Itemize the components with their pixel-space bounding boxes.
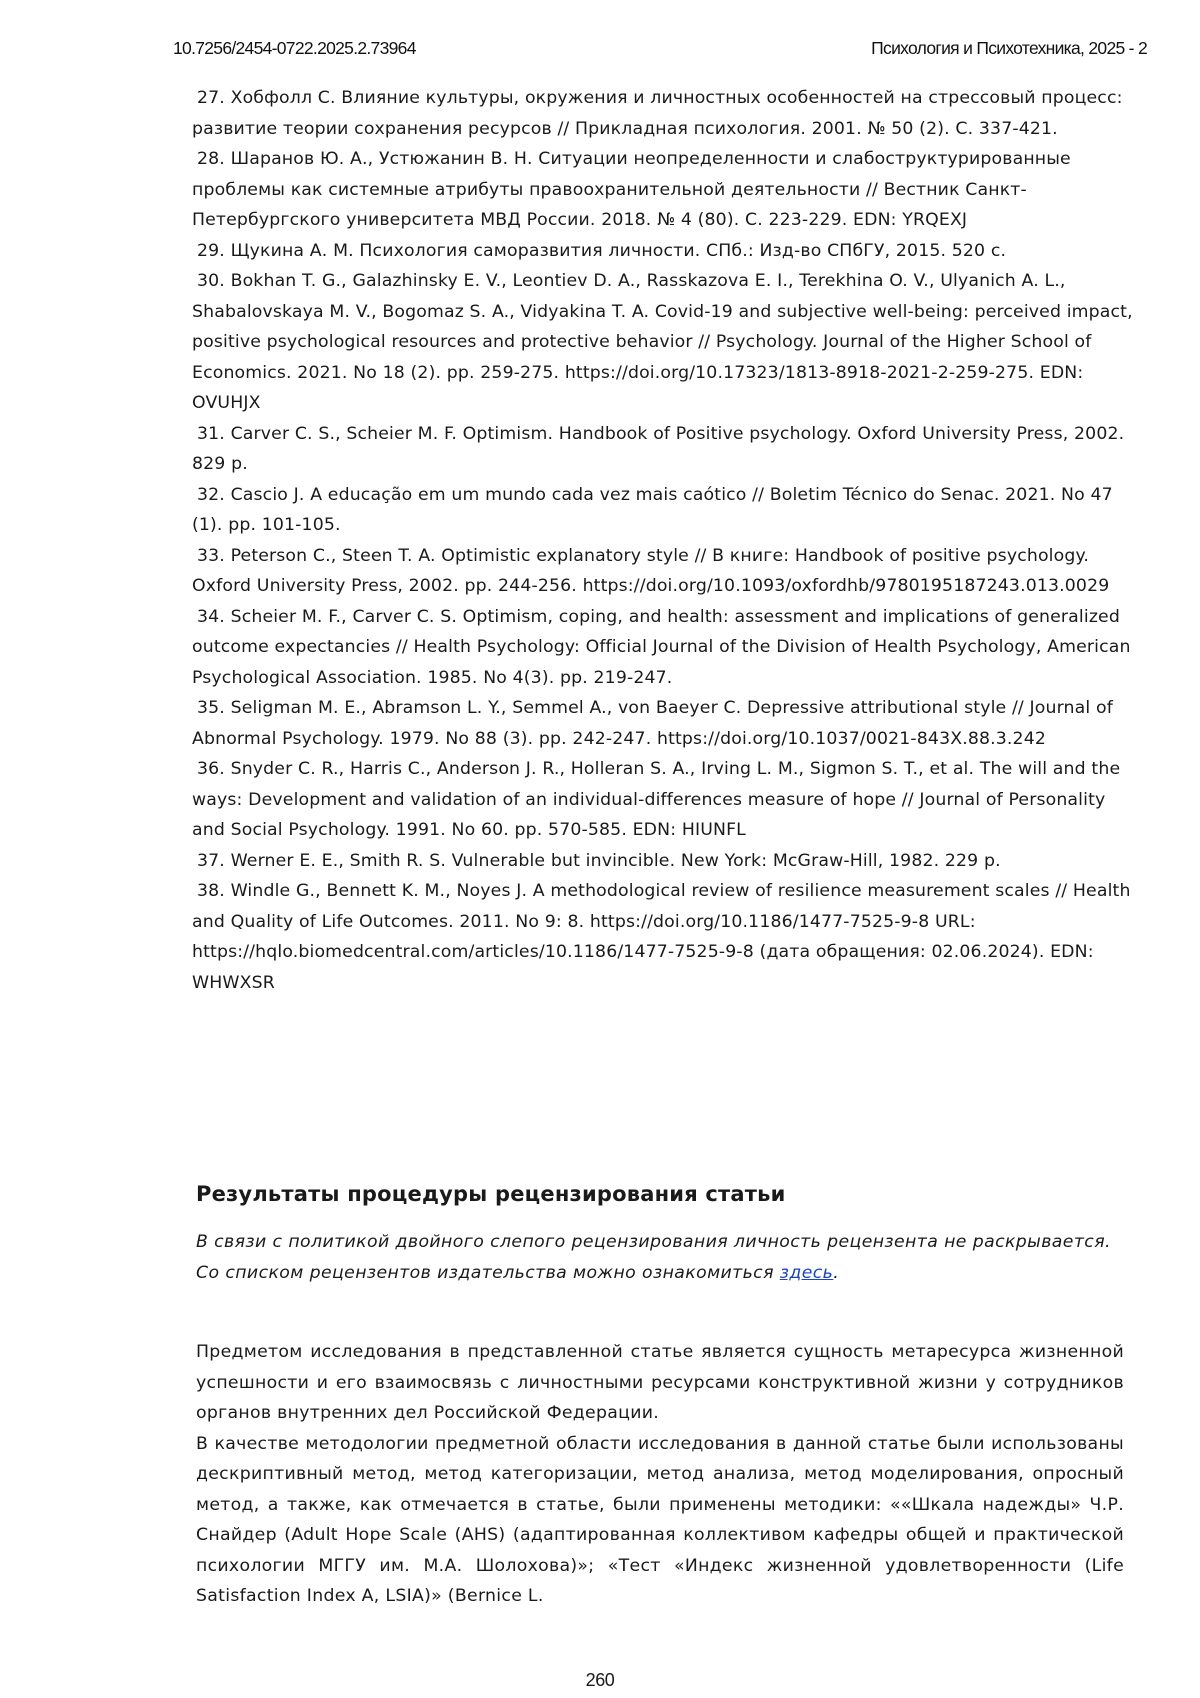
review-paragraph: Предметом исследования в представленной статье является сущность метаресурса жизненной успешности и его взаимосвязь с личностными ресурсами конструктивной жизни у сотрудников органов внутренних дел Российской Федерации. — [196, 1337, 1124, 1429]
review-note — [196, 1227, 1124, 1288]
reference-list — [192, 83, 1142, 998]
reviewers-note-end: . — [833, 1263, 839, 1283]
reference-item: 38. Windle G., Bennett K. M., Noyes J. A methodological review of resilience measurement scales // Health and Quality of Life Outcomes. 2011. No 9: 8. https://doi.org/10.1186/1477-7525-9-8 URL: https://hqlo.biomedcentral.com/articles/10.1186/1477-7525-9-8 (дата обращения: 02.06.2024). EDN: WHWXSR — [192, 876, 1142, 998]
reviewers-note-text: Со списком рецензентов издательства можно ознакомиться — [196, 1263, 780, 1283]
reference-item: 34. Scheier M. F., Carver C. S. Optimism, coping, and health: assessment and implications of generalized outcome expectancies // Health Psychology: Official Journal of the Division of Health Psychology, American Psychological Association. 1985. No 4(3). pp. 219-247. — [192, 602, 1142, 694]
page-number: 260 — [0, 1670, 1200, 1691]
blind-review-note: В связи с политикой двойного слепого рецензирования личность рецензента не раскрывается. — [196, 1227, 1124, 1258]
reference-item: 37. Werner E. E., Smith R. S. Vulnerable but invincible. New York: McGraw-Hill, 1982. 229 p. — [192, 846, 1142, 877]
reference-item: 33. Peterson C., Steen T. A. Optimistic explanatory style // В книге: Handbook of positive psychology. Oxford University Press, 2002. pp. 244-256. https://doi.org/10.1093/oxfordhb/9780195187243.013.0029 — [192, 541, 1142, 602]
reviewers-list-link[interactable]: здесь — [780, 1263, 833, 1283]
reference-item: 30. Bokhan T. G., Galazhinsky E. V., Leontiev D. A., Rasskazova E. I., Terekhina O. V., Ulyanich A. L., Shabalovskaya M. V., Bogomaz S. A., Vidyakina T. A. Covid-19 and subjective well-being: perceived impact, positive psychological resources and protective behavior // Psychology. Journal of the Higher School of Economics. 2021. No 18 (2). pp. 259-275. https://doi.org/10.17323/1813-8918-2021-2-259-275. EDN: OVUHJX — [192, 266, 1142, 419]
review-body — [196, 1337, 1124, 1612]
article-doi: 10.7256/2454-0722.2025.2.73964 — [173, 38, 416, 62]
journal-running-title: Психология и Психотехника, 2025 - 2 — [871, 38, 1147, 62]
reviewers-list-note — [196, 1258, 1124, 1289]
reference-item: 31. Carver C. S., Scheier M. F. Optimism. Handbook of Positive psychology. Oxford University Press, 2002. 829 p. — [192, 419, 1142, 480]
reference-item: 29. Щукина А. М. Психология саморазвития личности. СПб.: Изд-во СПбГУ, 2015. 520 с. — [192, 236, 1142, 267]
reference-item: 36. Snyder C. R., Harris C., Anderson J. R., Holleran S. A., Irving L. M., Sigmon S. T., et al. The will and the ways: Development and validation of an individual-differences measure of hope // Journal of Personality and Social Psychology. 1991. No 60. pp. 570-585. EDN: HIUNFL — [192, 754, 1142, 846]
reference-item: 32. Cascio J. A educação em um mundo cada vez mais caótico // Boletim Técnico do Senac. 2021. No 47 (1). pp. 101-105. — [192, 480, 1142, 541]
review-section-heading: Результаты процедуры рецензирования статьи — [196, 1182, 786, 1206]
reference-item: 27. Хобфолл С. Влияние культуры, окружения и личностных особенностей на стрессовый процесс: развитие теории сохранения ресурсов // Прикладная психология. 2001. № 50 (2). С. 337-421. — [192, 83, 1142, 144]
reference-item: 28. Шаранов Ю. А., Устюжанин В. Н. Ситуации неопределенности и слабоструктурированные проблемы как системные атрибуты правоохранительной деятельности // Вестник Санкт-Петербургского университета МВД России. 2018. № 4 (80). С. 223-229. EDN: YRQEXJ — [192, 144, 1142, 236]
reference-item: 35. Seligman M. E., Abramson L. Y., Semmel A., von Baeyer C. Depressive attributional style // Journal of Abnormal Psychology. 1979. No 88 (3). pp. 242-247. https://doi.org/10.1037/0021-843X.88.3.242 — [192, 693, 1142, 754]
review-paragraph: В качестве методологии предметной области исследования в данной статье были использованы дескриптивный метод, метод категоризации, метод анализа, метод моделирования, опросный метод, а также, как отмечается в статье, были применены методики: ««Шкала надежды» Ч.Р. Снайдер (Adult Hope Scale (AHS) (адаптированная коллективом кафедры общей и практической психологии МГГУ им. М.А. Шолохова)»; «Тест «Индекс жизненной удовлетворенности (Life Satisfaction Index A, LSIA)» (Bernice L. — [196, 1429, 1124, 1612]
